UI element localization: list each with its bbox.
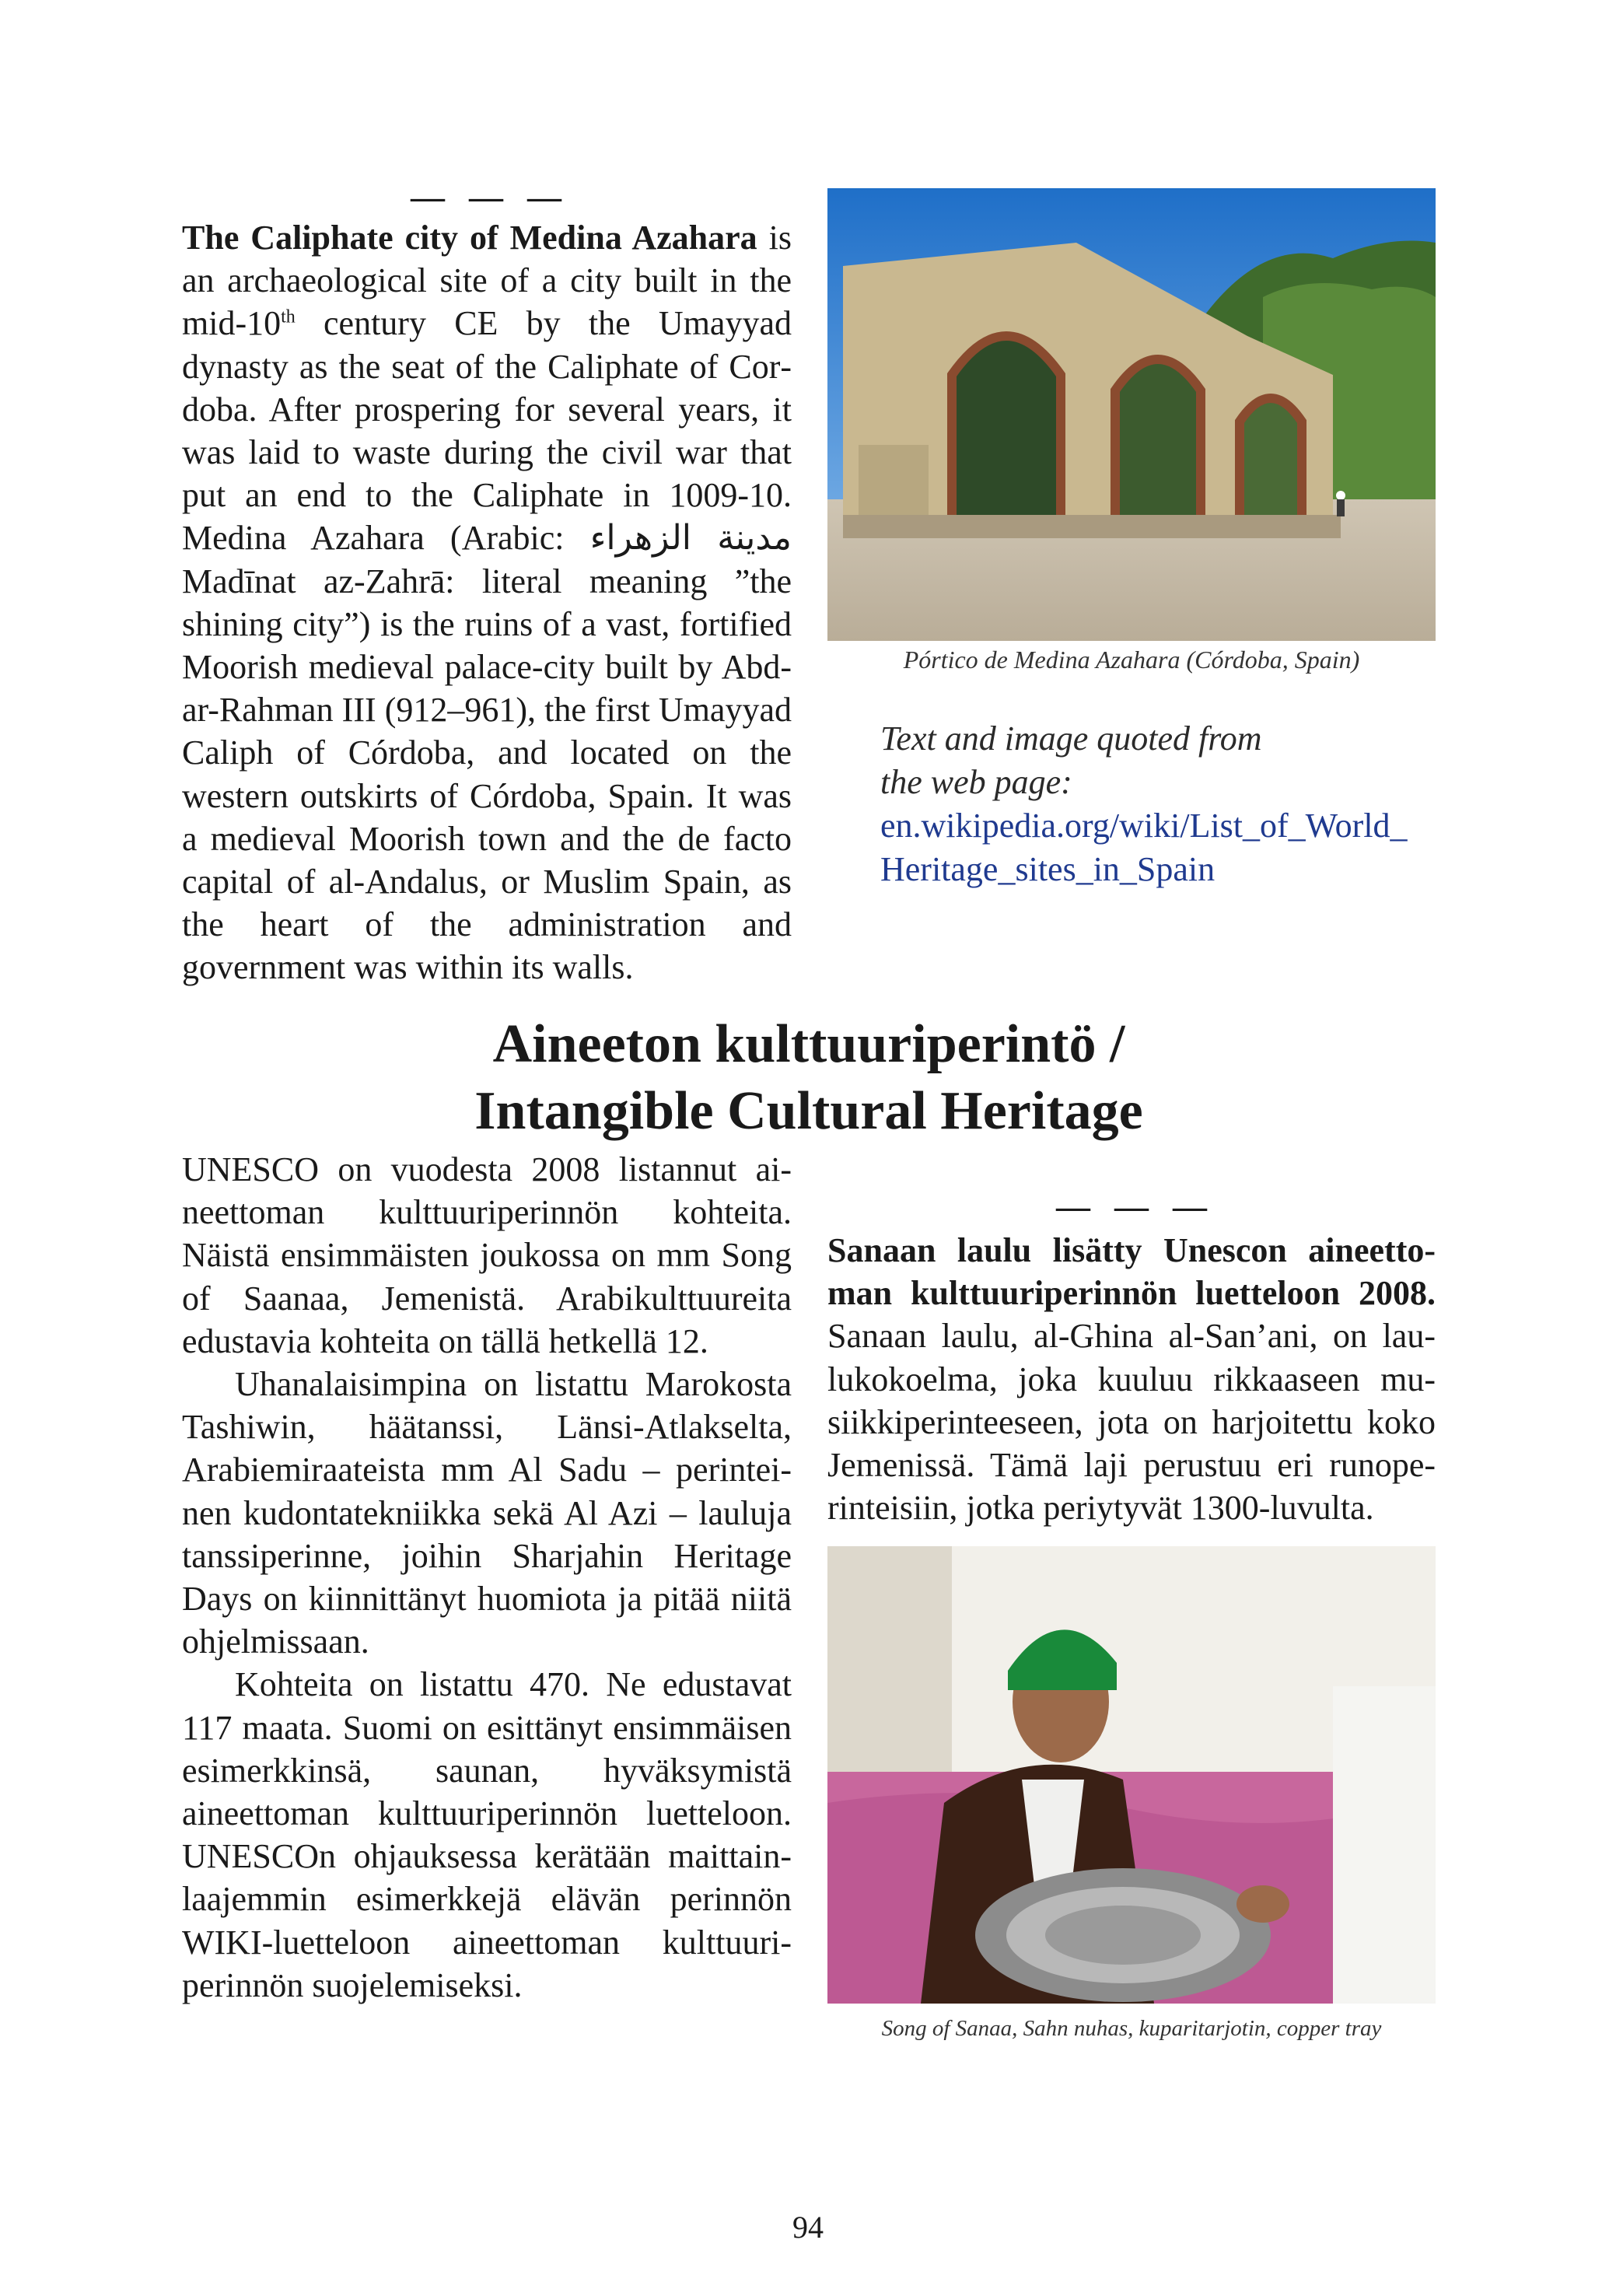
link-line-1: en.wikipedia.org/wiki/List_of_World_ xyxy=(880,807,1408,845)
link-line-2: Heritage_sites_in_Spain xyxy=(880,850,1215,888)
heading-line-1: Aineeton kulttuuriperintö / xyxy=(492,1014,1125,1074)
unesco-paragraph-3: Kohteita on listattu 470. Ne edustavat 117 maata. Suomi on esittänyt ensimmäisen esimerkkinsä, saunan, hyväksymistä aineettoman kulttuuriperinnön luetteloon. UNESCOn ohjauksessa kerätään maittainlaajemmin esimerkkejä elävän perinnön WIKI-luetteloon aineettoman kulttuuriperinnön suojelemiseksi. xyxy=(182,1665,792,2004)
sanaa-photo-caption: Song of Sanaa, Sahn nuhas, kuparitarjotin, copper tray xyxy=(881,2016,1382,2041)
article-text-part2: century CE by the Umayyad dynasty as the seat of the Caliphate of Cordoba. After prospering for several years, it was laid to waste during the civil war that put an end to the Caliphate in 1009-10. Medina Azahara (Arabic: مدينة الزهراء Madīnat az-Zahrā: literal meaning ”the shining city”) is the ruins of a vast, fortified Moorish medieval palace-city built by Abd-ar-Rahman III (912–961), the first Umayyad Caliph of Córdoba, and located on the western outskirts of Córdoba, Spain. It was a medieval Moorish town and the de facto capital of al-Andalus, or Muslim Spain, as the heart of the administration and government was within its walls. xyxy=(182,304,792,987)
article-lead: The Caliphate city of Medina Azahara xyxy=(182,219,757,257)
unesco-paragraph-1: UNESCO on vuodesta 2008 listannut aineettoman kulttuuriperinnön kohteita. Näistä ensimmäisten joukossa on mm Song of Saanaa, Jemenistä. Arabikulttuureita edustavia kohteita on tällä hetkellä 12. xyxy=(182,1150,792,1360)
article-text-part1: is an archaeological site of a city built in the mid-10 xyxy=(182,219,792,343)
medina-azahara-photo xyxy=(827,188,1436,641)
quote-line-2: the web page: xyxy=(880,763,1072,801)
sanaa-article xyxy=(827,1229,1436,1529)
singer-illustration xyxy=(827,1546,1436,2004)
quote-note xyxy=(880,717,1456,804)
section-heading xyxy=(182,1011,1436,1145)
unesco-paragraph-2: Uhanalaisimpina on listattu Marokosta Tashiwin, häätanssi, Länsi-Atlakselta, Arabiemiraateista mm Al Sadu – perinteinen kudontatekniikka sekä Al Azi – lauluja tanssiperinne, joihin Sharjahin Heritage Days on kiinnittänyt huomiota ja pitää niitä ohjelmissaan. xyxy=(182,1365,792,1661)
page-number: 94 xyxy=(792,2210,824,2245)
arches-illustration xyxy=(827,188,1436,641)
unesco-column xyxy=(182,1148,792,2007)
song-of-sanaa-photo xyxy=(827,1546,1436,2004)
sanaa-lead: Sanaan laulu lisätty Unescon aineettoman kulttuuriperinnön luetteloon 2008. xyxy=(827,1231,1436,1313)
section-divider-top: — — — xyxy=(411,178,569,216)
superscript-th: th xyxy=(281,306,296,327)
medina-azahara-article xyxy=(182,216,792,989)
section-divider-bottom: — — — xyxy=(1056,1188,1215,1226)
wikipedia-link[interactable] xyxy=(880,804,1471,891)
heading-line-2: Intangible Cultural Heritage xyxy=(474,1081,1143,1141)
sanaa-text: Sanaan laulu, al-Ghina al-San’ani, on laulukokoelma, joka kuuluu rikkaaseen musiikkiperinteeseen, jota on harjoitettu koko Jemenissä. Tämä laji perustuu eri runoperinteisiin, jotka periytyvät 1300-luvulta. xyxy=(827,1317,1436,1528)
medina-photo-caption: Pórtico de Medina Azahara (Córdoba, Spain) xyxy=(903,646,1360,674)
quote-line-1: Text and image quoted from xyxy=(880,719,1262,758)
